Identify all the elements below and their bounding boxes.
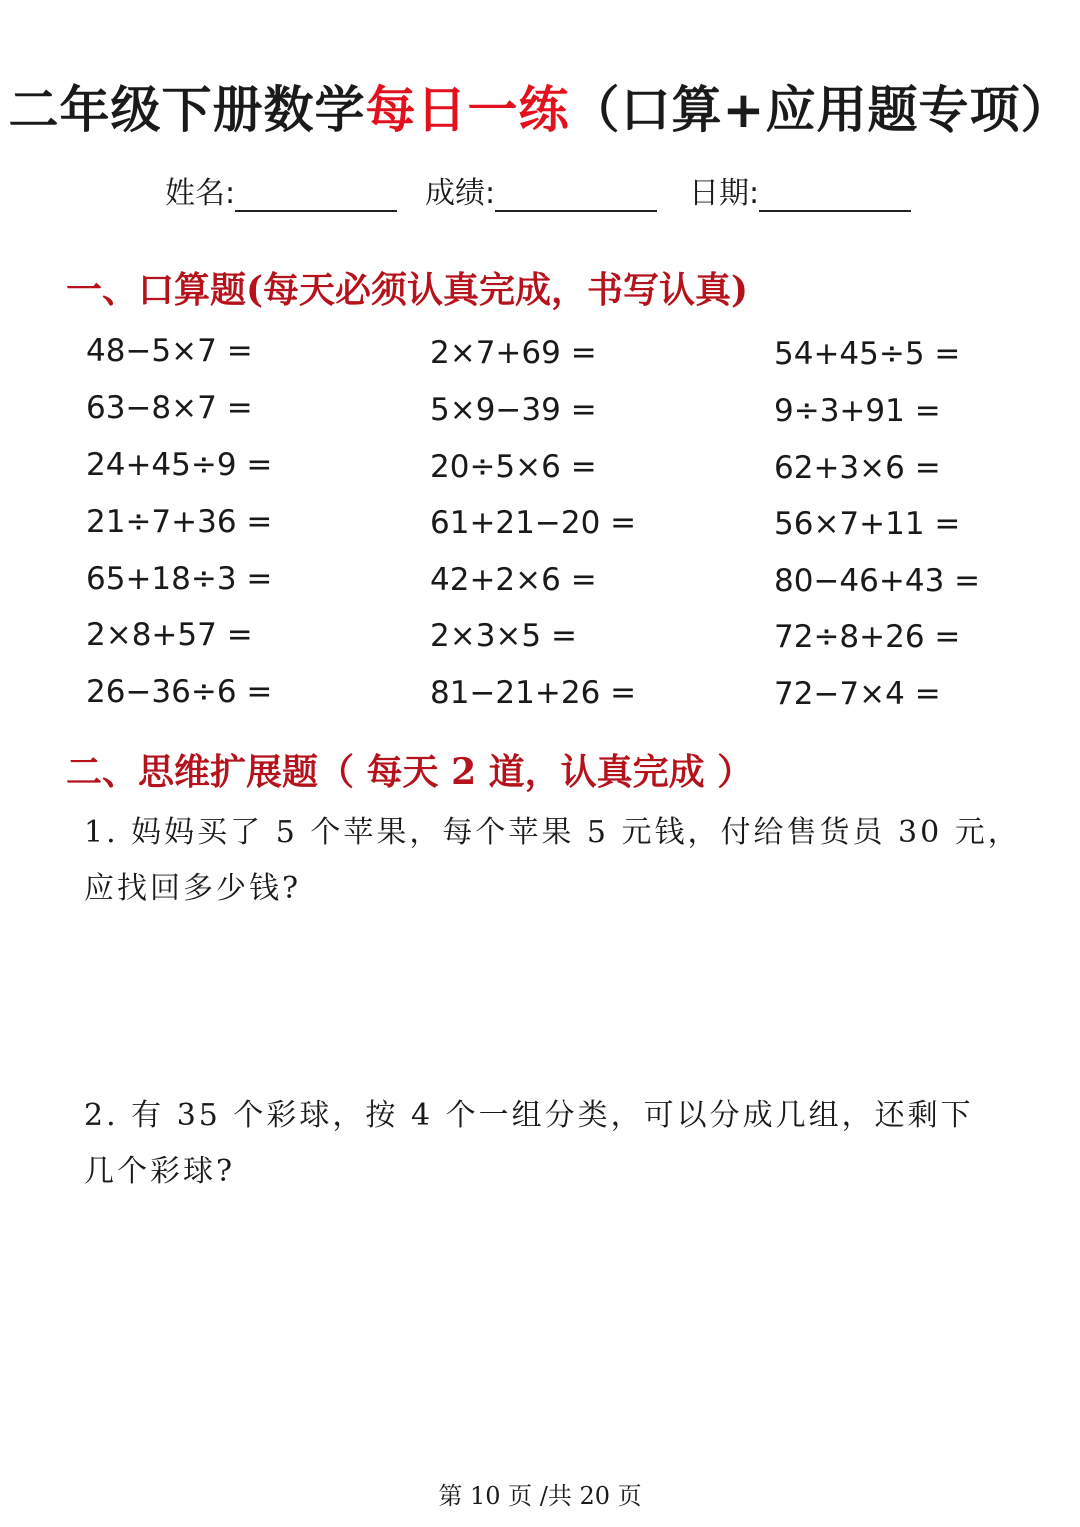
- title-part1: 二年级下册数学: [8, 81, 366, 139]
- calc-item: 81−21+26 =: [430, 675, 637, 711]
- calc-item: 26−36÷6 =: [86, 674, 273, 710]
- calc-item: 2×3×5 =: [430, 618, 577, 654]
- calc-item: 24+45÷9 =: [86, 447, 273, 483]
- word-problem-2: [84, 1088, 1024, 1200]
- page-title: [0, 70, 1080, 142]
- date-label: 日期:: [689, 176, 760, 211]
- calc-item: 65+18÷3 =: [86, 561, 273, 597]
- title-accent: 每日一练: [365, 81, 570, 139]
- problem-line: 2. 有 35 个彩球，按 4 个一组分类，可以分成几组，还剩下: [84, 1098, 974, 1133]
- calc-item: 2×8+57 =: [86, 617, 253, 653]
- calc-item: 80−46+43 =: [774, 563, 981, 599]
- name-field: [165, 168, 397, 212]
- calc-item: 21÷7+36 =: [86, 504, 273, 540]
- calc-item: 9÷3+91 =: [774, 393, 941, 429]
- title-part2: （口算+应用题专项）: [569, 81, 1072, 139]
- calc-item: 62+3×6 =: [774, 450, 941, 486]
- calc-item: 20÷5×6 =: [430, 449, 597, 485]
- page-footer: 第 10 页 /共 20 页: [438, 1482, 642, 1510]
- section2-title: 二、思维扩展题（ 每天 2 道，认真完成 ）: [66, 751, 754, 793]
- calc-item: 63−8×7 =: [86, 390, 253, 426]
- calc-item: 56×7+11 =: [774, 506, 961, 542]
- score-field: [425, 168, 657, 212]
- calc-item: 2×7+69 =: [430, 335, 597, 371]
- problem-line: 应找回多少钱?: [84, 871, 302, 906]
- word-problem-1: [84, 805, 1024, 917]
- problem-line: 几个彩球?: [84, 1154, 236, 1189]
- calc-item: 61+21−20 =: [430, 505, 637, 541]
- date-blank[interactable]: [759, 176, 911, 212]
- section1-title: 一、口算题(每天必须认真完成，书写认真): [66, 269, 749, 311]
- name-blank[interactable]: [235, 176, 397, 212]
- calc-item: 5×9−39 =: [430, 392, 597, 428]
- date-field: [689, 168, 911, 212]
- calc-item: 72−7×4 =: [774, 676, 941, 712]
- calc-item: 42+2×6 =: [430, 562, 597, 598]
- name-label: 姓名:: [165, 176, 236, 211]
- problem-line: 1. 妈妈买了 5 个苹果，每个苹果 5 元钱，付给售货员 30 元，: [84, 815, 1021, 850]
- calc-item: 54+45÷5 =: [774, 336, 961, 372]
- score-label: 成绩:: [425, 176, 496, 211]
- calc-item: 72÷8+26 =: [774, 619, 961, 655]
- score-blank[interactable]: [495, 176, 657, 212]
- calc-item: 48−5×7 =: [86, 333, 253, 369]
